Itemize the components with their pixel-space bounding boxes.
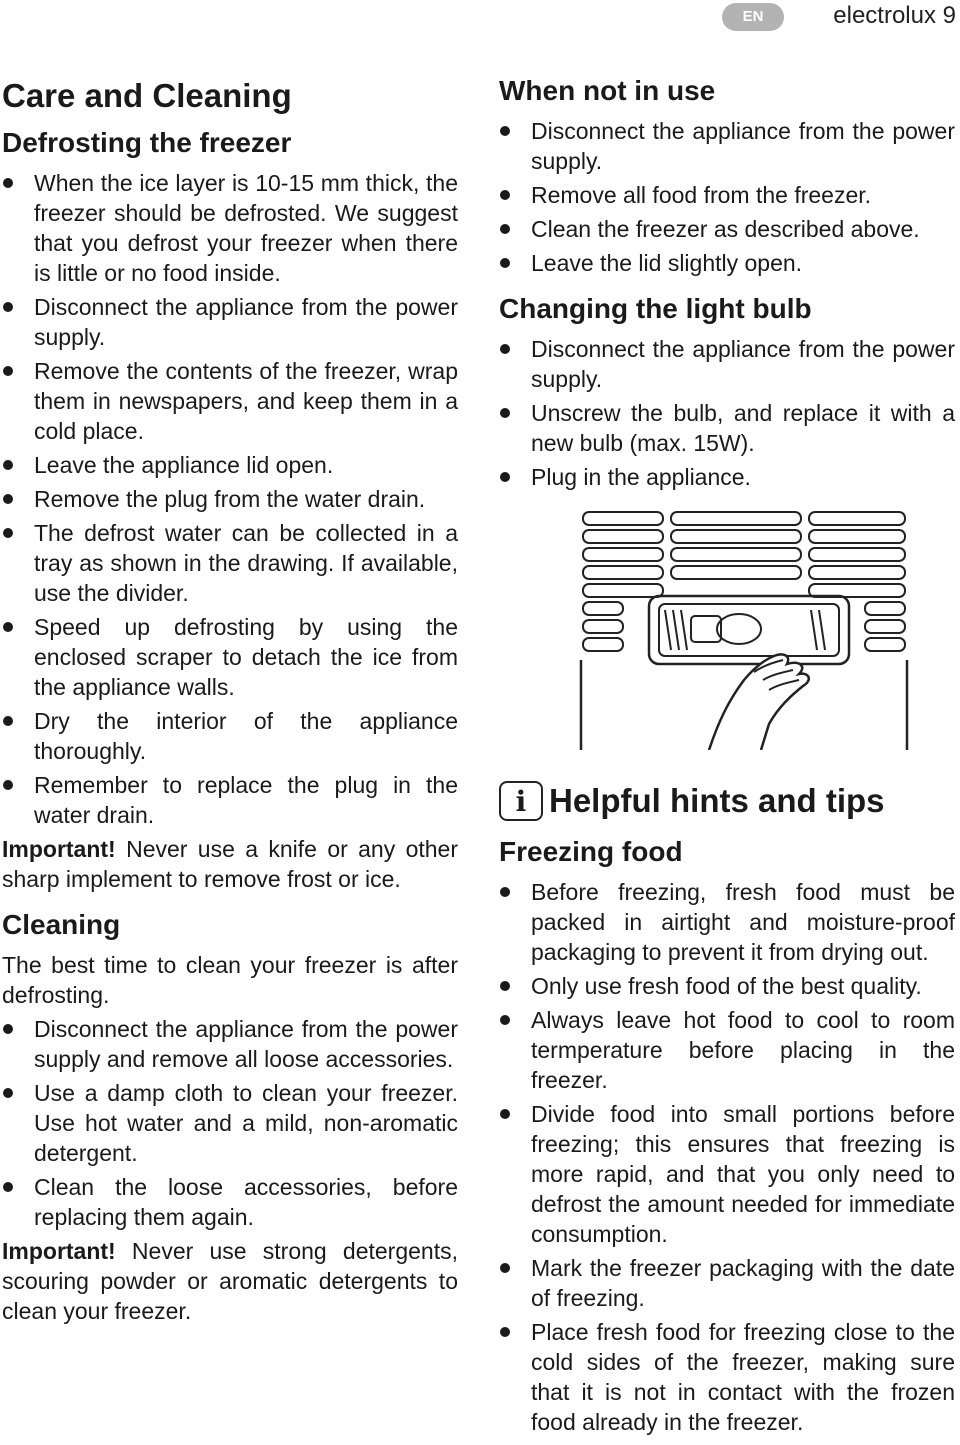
light-bulb-list [499, 334, 955, 492]
cleaning-important-note [2, 1236, 458, 1326]
defrosting-important-note [2, 834, 458, 894]
list-item: When the ice layer is 10-15 mm thick, the freezer should be defrosted. We suggest that you defrost your freezer when there is little or no food inside. [2, 168, 458, 288]
list-item: Clean the freezer as described above. [499, 214, 955, 244]
list-item: Speed up defrosting by using the enclosed scraper to detach the ice from the appliance walls. [2, 612, 458, 702]
list-item: Leave the lid slightly open. [499, 248, 955, 278]
freezing-list [499, 877, 955, 1437]
info-icon: i [499, 781, 543, 821]
page-title: Care and Cleaning [2, 77, 292, 114]
list-item: Place fresh food for freezing close to the cold sides of the freezer, making sure that it is not in contact with the frozen food already in the freezer. [499, 1317, 955, 1437]
list-item: Disconnect the appliance from the power supply and remove all loose accessories. [2, 1014, 458, 1074]
list-item: Unscrew the bulb, and replace it with a new bulb (max. 15W). [499, 398, 955, 458]
list-item: Disconnect the appliance from the power supply. [2, 292, 458, 352]
not-in-use-list [499, 116, 955, 278]
list-item: The defrost water can be collected in a tray as shown in the drawing. If available, use the divider. [2, 518, 458, 608]
list-item: Clean the loose accessories, before replacing them again. [2, 1172, 458, 1232]
list-item: Remove all food from the freezer. [499, 180, 955, 210]
important-label: Important! [2, 836, 116, 862]
cleaning-heading: Cleaning [2, 909, 121, 940]
cleaning-list [2, 1014, 458, 1232]
cleaning-intro: The best time to clean your freezer is after defrosting. [2, 952, 458, 1008]
page-header [0, 0, 960, 40]
not-in-use-heading: When not in use [499, 75, 716, 106]
list-item: Only use fresh food of the best quality. [499, 971, 955, 1001]
list-item: Divide food into small portions before freezing; this ensures that freezing is more rapid, and that you only need to defrost the amount needed for immediate consumption. [499, 1099, 955, 1249]
list-item: Remove the plug from the water drain. [2, 484, 458, 514]
list-item: Disconnect the appliance from the power supply. [499, 334, 955, 394]
left-column [2, 70, 458, 1330]
list-item: Always leave hot food to cool to room termperature before placing in the freezer. [499, 1005, 955, 1095]
list-item: Mark the freezer packaging with the date of freezing. [499, 1253, 955, 1313]
list-item: Disconnect the appliance from the power supply. [499, 116, 955, 176]
brand-page-number: electrolux 9 [833, 2, 956, 29]
defrosting-heading: Defrosting the freezer [2, 127, 292, 158]
light-bulb-heading: Changing the light bulb [499, 293, 812, 324]
list-item: Remove the contents of the freezer, wrap them in newspapers, and keep them in a cold place. [2, 356, 458, 446]
list-item: Use a damp cloth to clean your freezer. Use hot water and a mild, non-aromatic detergent. [2, 1078, 458, 1168]
important-text: Never use a knife or any other sharp implement to remove frost or ice. [2, 836, 458, 892]
hints-title-row [499, 781, 955, 821]
defrosting-list [2, 168, 458, 830]
light-bulb-illustration [579, 510, 909, 750]
important-text: Never use strong detergents, scouring powder or aromatic detergents to clean your freezer. [2, 1238, 458, 1324]
language-badge: EN [722, 3, 784, 31]
important-label: Important! [2, 1238, 116, 1264]
hints-heading: Helpful hints and tips [549, 782, 885, 819]
list-item: Remember to replace the plug in the water drain. [2, 770, 458, 830]
list-item: Leave the appliance lid open. [2, 450, 458, 480]
list-item: Before freezing, fresh food must be packed in airtight and moisture-proof packaging to prevent it from drying out. [499, 877, 955, 967]
right-column [499, 70, 955, 1441]
list-item: Dry the interior of the appliance thoroughly. [2, 706, 458, 766]
list-item: Plug in the appliance. [499, 462, 955, 492]
freezing-heading: Freezing food [499, 836, 683, 867]
